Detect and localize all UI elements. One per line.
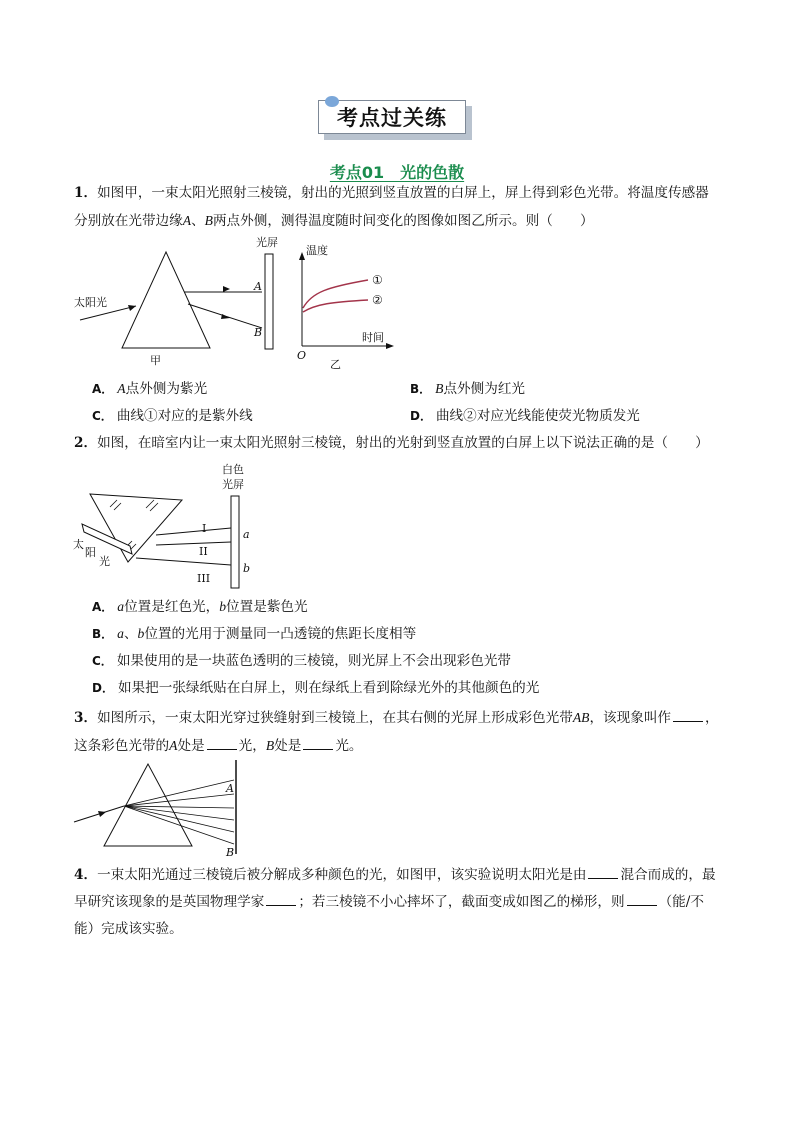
q1-label-sunlight: 太阳光 bbox=[74, 296, 107, 309]
option-text: 曲线①对应的是紫外线 bbox=[116, 408, 253, 424]
q1-option-a[interactable] bbox=[92, 378, 207, 400]
q1-screen bbox=[265, 254, 273, 349]
q4-line1b: 混合而成的，最 bbox=[620, 867, 716, 883]
q1-label-a: A bbox=[254, 280, 262, 293]
section-title: 考点01 光的色散 bbox=[329, 163, 465, 182]
q2-screen-label-2: 光屏 bbox=[222, 478, 244, 491]
q1-screen-label: 光屏 bbox=[256, 236, 278, 249]
q2-prism bbox=[90, 494, 182, 562]
section-badge bbox=[318, 100, 478, 144]
option-text: 位置的光用于测量同一凸透镜的焦距长度相等 bbox=[144, 626, 417, 642]
option-var: b bbox=[219, 599, 227, 614]
q3-line2d: 处是 bbox=[274, 738, 302, 754]
q2-option-d[interactable] bbox=[92, 677, 539, 699]
option-text: 曲线②对应光线能使荧光物质发光 bbox=[435, 408, 640, 424]
question-number: 1． bbox=[74, 185, 98, 201]
q1-curve-1 bbox=[303, 280, 368, 308]
option-letter: C． bbox=[92, 409, 113, 423]
q1-axis-time: 时间 bbox=[362, 331, 384, 344]
q3-line2c: 光， bbox=[238, 738, 266, 754]
q3-var-a: A bbox=[169, 738, 178, 753]
option-text: 位置是红色光， bbox=[124, 599, 220, 615]
blank-field[interactable] bbox=[303, 737, 333, 750]
question-3-text bbox=[74, 704, 734, 760]
q1-origin: O bbox=[297, 349, 307, 362]
option-text: 点外侧为紫光 bbox=[125, 381, 208, 397]
option-var: b bbox=[137, 626, 145, 641]
q1-sep: 、 bbox=[191, 213, 205, 229]
q1-label-jia: 甲 bbox=[150, 354, 161, 367]
option-var: a bbox=[117, 626, 124, 641]
badge-label: 考点过关练 bbox=[318, 100, 466, 134]
q3-line2e: 光。 bbox=[335, 738, 363, 754]
q2-screen-label-1: 白色 bbox=[222, 463, 244, 476]
q3-label-a: A bbox=[226, 782, 234, 795]
q4-line3: 能）完成该实验。 bbox=[74, 921, 183, 937]
q2-option-c[interactable] bbox=[92, 650, 511, 672]
option-letter: A． bbox=[92, 382, 114, 396]
option-text: 位置是紫色光 bbox=[226, 599, 308, 615]
q1-line2a: 分别放在光带边缘 bbox=[74, 213, 183, 229]
option-letter: A． bbox=[92, 600, 114, 614]
q2-option-b[interactable] bbox=[92, 623, 416, 645]
option-letter: C． bbox=[92, 654, 113, 668]
q2-option-a[interactable] bbox=[92, 596, 308, 618]
q3-line1c: ， bbox=[705, 710, 719, 726]
q3-var-ab: AB bbox=[572, 710, 590, 725]
q1-figure bbox=[70, 234, 400, 374]
blank-field[interactable] bbox=[673, 709, 703, 722]
q3-var-b: B bbox=[265, 738, 275, 753]
option-letter: D． bbox=[410, 409, 432, 423]
q2-label-sun-3: 光 bbox=[99, 555, 110, 568]
question-number: 2． bbox=[74, 435, 98, 451]
q4-line2a: 早研究该现象的是英国物理学家 bbox=[74, 894, 265, 910]
option-text: 如果把一张绿纸贴在白屏上，则在绿纸上看到除绿光外的其他颜色的光 bbox=[117, 680, 540, 696]
q4-line1a: 一束太阳光通过三棱镜后被分解成多种颜色的光，如图甲，该实验说明太阳光是由 bbox=[97, 867, 587, 883]
question-2-text bbox=[74, 430, 734, 457]
q1-curve-2 bbox=[303, 300, 368, 312]
q1-label-b: B bbox=[254, 326, 263, 339]
question-number: 3． bbox=[74, 710, 98, 726]
q2-text: 如图，在暗室内让一束太阳光照射三棱镜，射出的光射到竖直放置的白屏上以下说法正确的是（ ） bbox=[97, 435, 709, 451]
option-var: B bbox=[435, 381, 444, 396]
q2-figure bbox=[70, 460, 270, 590]
q1-curve-1-label: ① bbox=[372, 273, 383, 287]
blank-field[interactable] bbox=[266, 893, 296, 906]
q1-axis-temp: 温度 bbox=[306, 244, 328, 257]
q1-var-b: B bbox=[204, 213, 213, 228]
q3-prism bbox=[104, 764, 192, 846]
question-number: 4． bbox=[74, 867, 98, 883]
q2-screen bbox=[231, 496, 239, 588]
option-var: A bbox=[117, 381, 126, 396]
q2-label-b: b bbox=[243, 562, 251, 575]
q3-figure bbox=[70, 760, 250, 860]
blank-field[interactable] bbox=[627, 893, 657, 906]
q3-line1a: 如图所示，一束太阳光穿过狭缝射到三棱镜上，在其右侧的光屏上形成彩色光带 bbox=[97, 710, 573, 726]
q2-label-a: a bbox=[243, 528, 250, 541]
q1-curve-2-label: ② bbox=[372, 293, 383, 307]
option-text: 如果使用的是一块蓝色透明的三棱镜，则光屏上不会出现彩色光带 bbox=[116, 653, 512, 669]
q3-label-b: B bbox=[226, 846, 235, 859]
q4-line2b: ；若三棱镜不小心摔坏了，截面变成如图乙的梯形，则 bbox=[298, 894, 625, 910]
option-letter: B． bbox=[410, 382, 432, 396]
question-1-text bbox=[74, 180, 734, 235]
q4-line2c: （能/不 bbox=[658, 894, 704, 910]
blank-field[interactable] bbox=[588, 866, 618, 879]
option-letter: D． bbox=[92, 681, 114, 695]
q1-line2b: 两点外侧，测得温度随时间变化的图像如图乙所示。则（ ） bbox=[212, 213, 594, 229]
blank-field[interactable] bbox=[207, 737, 237, 750]
q1-prism bbox=[122, 252, 210, 348]
q2-label-sun-2: 阳 bbox=[85, 546, 96, 559]
question-4-text bbox=[74, 862, 734, 943]
q1-option-b[interactable] bbox=[410, 378, 525, 400]
option-text: 点外侧为红光 bbox=[443, 381, 526, 397]
q2-roman-1: I bbox=[202, 522, 207, 535]
q3-line1b: ，该现象叫作 bbox=[589, 710, 672, 726]
q1-option-c[interactable] bbox=[92, 405, 253, 427]
q2-roman-3: III bbox=[197, 572, 211, 585]
option-letter: B． bbox=[92, 627, 114, 641]
q1-label-yi: 乙 bbox=[330, 358, 341, 371]
q1-var-a: A bbox=[182, 213, 192, 228]
option-var: a bbox=[117, 599, 125, 614]
option-text: 、 bbox=[123, 626, 138, 642]
q3-line2b: 处是 bbox=[177, 738, 205, 754]
q1-option-d[interactable] bbox=[410, 405, 640, 427]
badge-dot-icon bbox=[325, 96, 339, 107]
q2-roman-2: II bbox=[199, 545, 208, 558]
q2-label-sun-1: 太 bbox=[73, 538, 84, 551]
q1-line1: 如图甲，一束太阳光照射三棱镜，射出的光照到竖直放置的白屏上，屏上得到彩色光带。将温度传感器 bbox=[97, 185, 709, 201]
q3-line2a: 这条彩色光带的 bbox=[74, 738, 170, 754]
